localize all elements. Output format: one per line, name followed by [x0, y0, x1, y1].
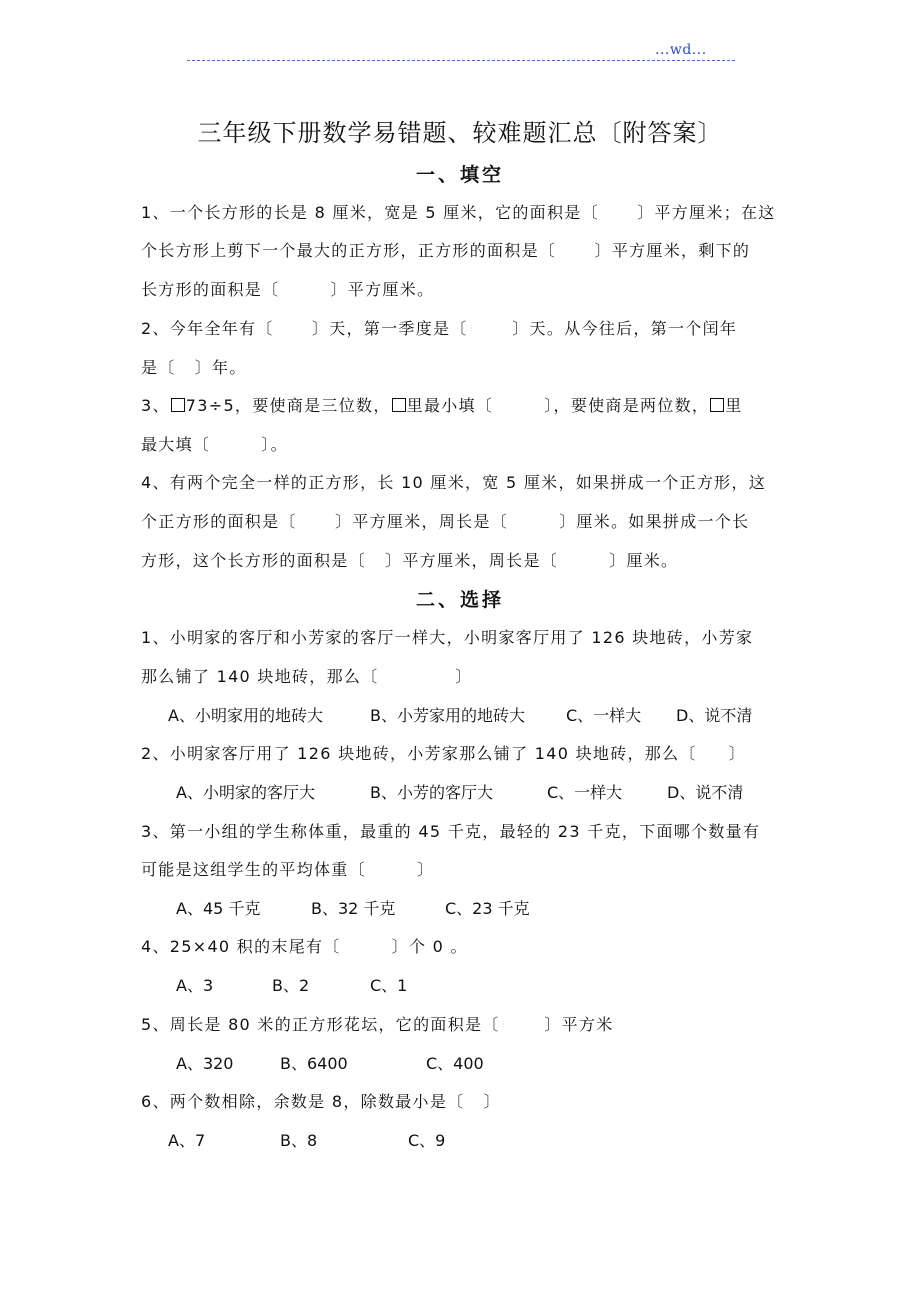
option-d: D、说不清: [676, 706, 753, 725]
blank-square-icon: [171, 398, 185, 412]
option-c: C、23 千克: [445, 899, 530, 918]
question-line: 方形，这个长方形的面积是〔 〕平方厘米，周长是〔 〕厘米。: [141, 551, 679, 570]
question-text: 里最小填〔 〕，要使商是两位数，: [406, 396, 710, 415]
option-a: A、45 千克: [176, 899, 261, 918]
option-a: A、小明家的客厅大: [176, 783, 315, 802]
option-d: D、说不清: [667, 783, 744, 802]
blank-square-icon: [392, 398, 406, 412]
option-c: C、1: [370, 976, 408, 995]
question-line: 1、一个长方形的长是 8 厘米，宽是 5 厘米，它的面积是〔 〕平方厘米；在这: [141, 203, 776, 222]
question-line: 长方形的面积是〔 〕平方厘米。: [141, 280, 435, 299]
question-line: 可能是这组学生的平均体重〔 〕: [141, 860, 435, 879]
header-dashed-line: [187, 60, 735, 61]
option-a: A、320: [176, 1054, 234, 1073]
option-c: C、9: [408, 1131, 446, 1150]
question-line: 4、有两个完全一样的正方形，长 10 厘米，宽 5 厘米，如果拼成一个正方形，这: [141, 473, 767, 492]
question-line: [141, 393, 743, 416]
option-c: C、400: [426, 1054, 484, 1073]
option-a: A、3: [176, 976, 214, 995]
question-line: 是〔 〕年。: [141, 358, 247, 377]
option-b: B、小芳的客厅大: [370, 783, 493, 802]
section-heading-choice: 二、选择: [415, 589, 504, 611]
option-a: A、7: [168, 1131, 206, 1150]
option-c: C、一样大: [566, 706, 642, 725]
question-line: 3、第一小组的学生称体重，最重的 45 千克，最轻的 23 千克，下面哪个数量有: [141, 822, 761, 841]
option-b: B、6400: [280, 1054, 348, 1073]
question-text: 里: [725, 396, 743, 415]
question-text: 73÷5，要使商是三位数，: [185, 396, 391, 415]
option-b: B、2: [272, 976, 310, 995]
question-line: 1、小明家的客厅和小芳家的客厅一样大，小明家客厅用了 126 块地砖，小芳家: [141, 628, 754, 647]
option-b: B、8: [280, 1131, 318, 1150]
question-line: 最大填〔 〕。: [141, 435, 288, 454]
question-line: 2、小明家客厅用了 126 块地砖，小芳家那么铺了 140 块地砖，那么〔 〕: [141, 744, 746, 763]
option-b: B、小芳家用的地砖大: [370, 706, 525, 725]
section-heading-fill-in: 一、填空: [415, 164, 504, 186]
question-line: 那么铺了 140 块地砖，那么〔 〕: [141, 667, 473, 686]
option-a: A、小明家用的地砖大: [168, 706, 323, 725]
page-title: 三年级下册数学易错题、较难题汇总〔附答案〕: [197, 119, 723, 147]
header-mark: ...wd...: [655, 42, 707, 58]
question-line: 6、两个数相除，余数是 8，除数最小是〔 〕: [141, 1092, 501, 1111]
blank-square-icon: [710, 398, 724, 412]
option-b: B、32 千克: [311, 899, 396, 918]
question-line: 个正方形的面积是〔 〕平方厘米，周长是〔 〕厘米。如果拼成一个长: [141, 512, 750, 531]
question-line: 个长方形上剪下一个最大的正方形，正方形的面积是〔 〕平方厘米，剩下的: [141, 241, 751, 260]
question-line: 4、25×40 积的末尾有〔 〕个 0 。: [141, 937, 468, 956]
question-line: 2、今年全年有〔 〕天，第一季度是〔 〕天。从今往后，第一个闰年: [141, 319, 738, 338]
question-number: 3、: [141, 396, 170, 415]
option-c: C、一样大: [547, 783, 623, 802]
question-line: 5、周长是 80 米的正方形花坛，它的面积是〔 〕平方米: [141, 1015, 614, 1034]
